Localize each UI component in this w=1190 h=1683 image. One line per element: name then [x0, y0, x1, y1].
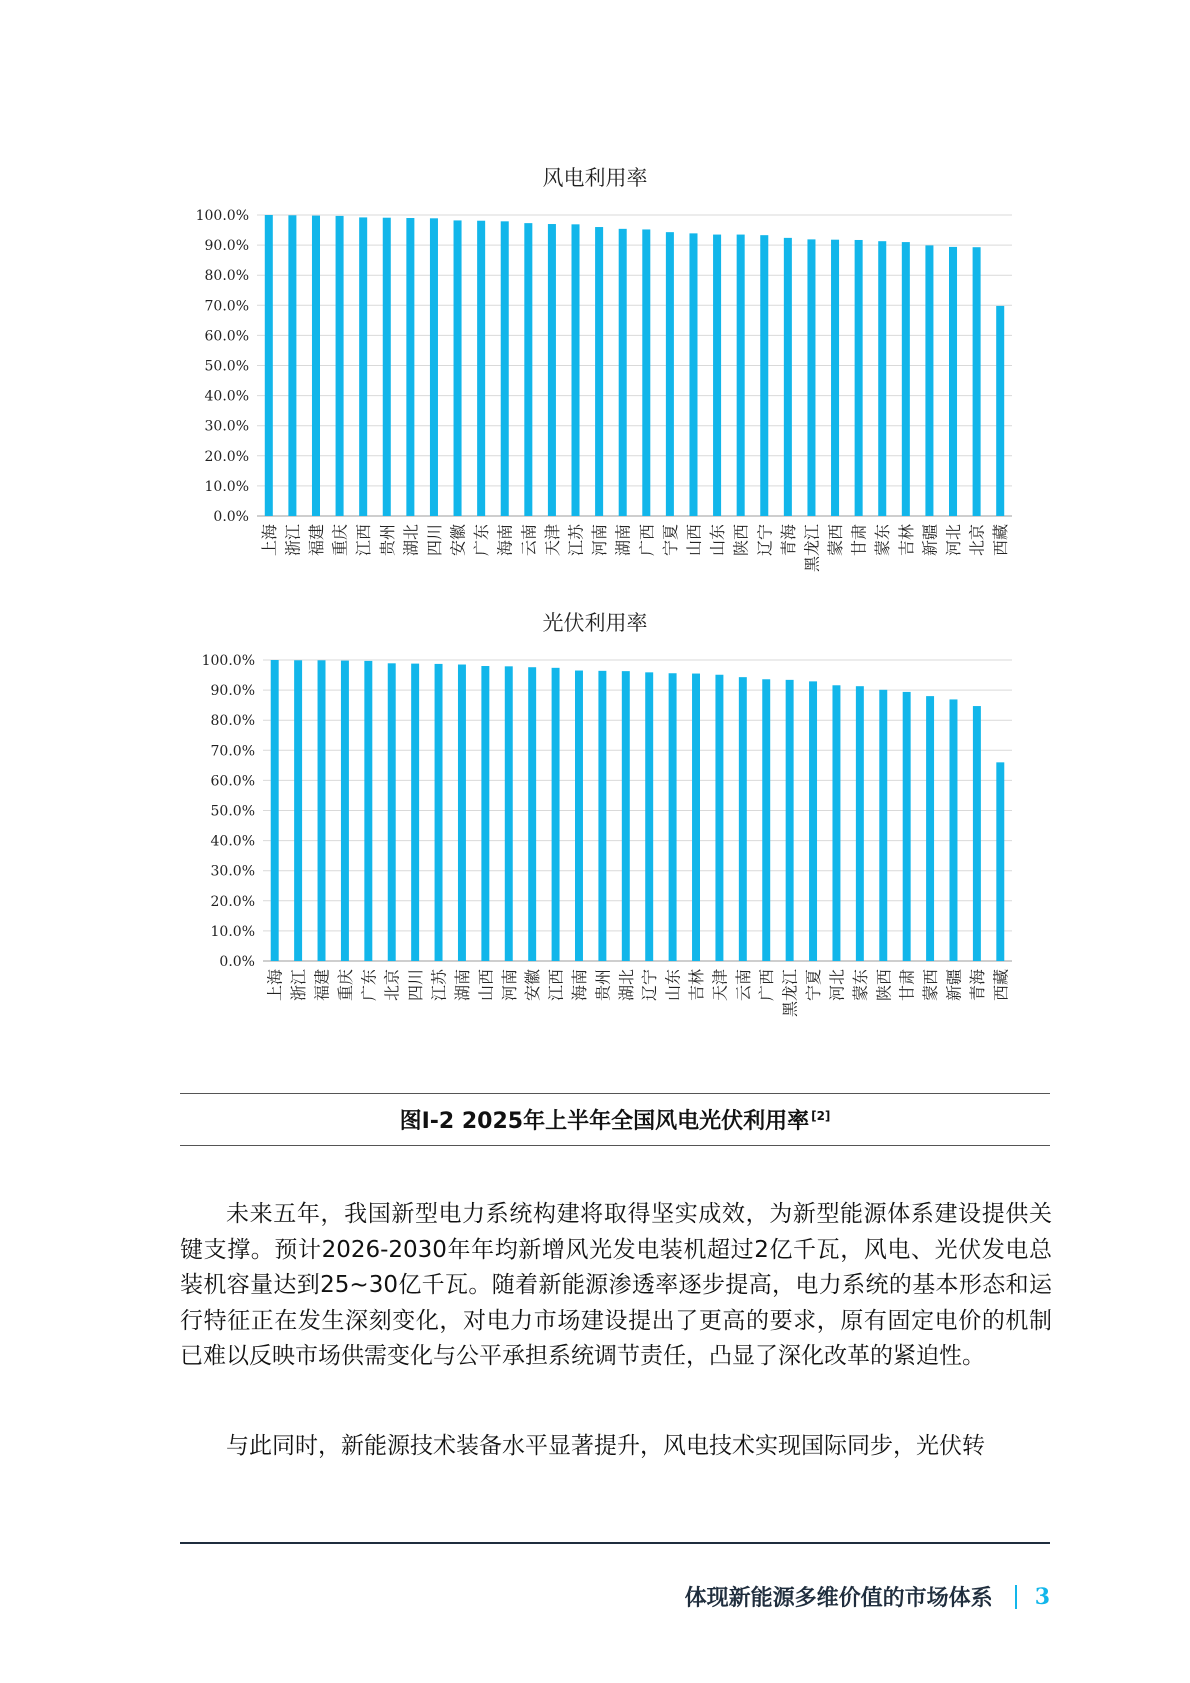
wind-bar: [996, 306, 1004, 516]
footer-divider: [180, 1542, 1050, 1544]
solar-category-label: 甘肃: [897, 969, 917, 1002]
wind-bar: [359, 217, 367, 516]
solar-y-tick-label: 10.0%: [210, 923, 255, 940]
wind-bar: [760, 235, 768, 516]
wind-y-tick-label: 90.0%: [204, 238, 249, 255]
solar-category-label: 湖北: [616, 969, 636, 1002]
wind-category-label: 海南: [495, 524, 515, 557]
wind-category-label: 辽宁: [755, 524, 775, 557]
solar-bar: [996, 762, 1004, 961]
solar-bar: [832, 685, 840, 961]
wind-bar: [548, 224, 556, 516]
solar-category-label: 辽宁: [640, 969, 660, 1002]
solar-y-tick-label: 60.0%: [210, 773, 255, 790]
solar-bar: [645, 672, 653, 961]
wind-bar: [925, 245, 933, 516]
page-number: 3: [1034, 1583, 1050, 1610]
wind-bar: [619, 229, 627, 516]
wind-y-tick-label: 20.0%: [204, 448, 249, 465]
solar-bar: [318, 660, 326, 961]
wind-category-label: 黑龙江: [802, 524, 822, 573]
solar-bar: [435, 664, 443, 961]
wind-y-tick-label: 10.0%: [204, 478, 249, 495]
solar-category-label: 西藏: [991, 969, 1011, 1002]
solar-bar: [879, 690, 887, 961]
wind-chart-title: 风电利用率: [542, 166, 648, 190]
wind-category-label: 云南: [519, 524, 539, 557]
wind-bar: [689, 233, 697, 516]
wind-bar: [501, 221, 509, 516]
solar-bar: [926, 696, 934, 961]
wind-category-label: 四川: [424, 524, 444, 557]
solar-bar: [973, 706, 981, 961]
solar-bar: [856, 686, 864, 961]
solar-y-tick-label: 80.0%: [210, 713, 255, 730]
solar-category-label: 吉林: [687, 969, 707, 1002]
body-paragraph-2: 与此同时，新能源技术装备水平显著提升，风电技术实现国际同步，光伏转: [226, 1433, 985, 1459]
solar-bar: [762, 679, 770, 961]
wind-bar: [524, 223, 532, 516]
solar-y-tick-label: 30.0%: [210, 863, 255, 880]
solar-category-label: 上海: [265, 969, 285, 1002]
solar-category-label: 新疆: [944, 969, 964, 1002]
solar-bar: [458, 665, 466, 961]
wind-bar: [713, 235, 721, 516]
solar-bar: [786, 680, 794, 961]
solar-bar: [341, 661, 349, 961]
wind-category-label: 宁夏: [660, 524, 680, 557]
solar-bar: [950, 699, 958, 961]
wind-bar: [430, 218, 438, 516]
figure-caption-text: 图I-2 2025年上半年全国风电光伏利用率: [399, 1109, 810, 1134]
solar-category-label: 山西: [476, 969, 496, 1002]
solar-bar: [622, 671, 630, 961]
solar-bar: [388, 663, 396, 961]
solar-bar: [528, 667, 536, 961]
solar-category-label: 黑龙江: [780, 969, 800, 1018]
solar-bar: [669, 673, 677, 961]
wind-bar: [807, 239, 815, 516]
body-paragraph-1: 未来五年，我国新型电力系统构建将取得坚实成效，为新型能源体系建设提供关键支撑。预计2026-2030年年均新增风光发电装机超过2亿千瓦，风电、光伏发电总装机容量达到25~30亿千瓦。随着新能源渗透率逐步提高，电力系统的基本形态和运行特征正在发生深刻变化，对电力市场建设提出了更高的要求，原有固定电价的机制已难以反映市场供需变化与公平承担系统调节责任，凸显了深化改革的紧迫性。: [180, 1201, 1052, 1369]
wind-category-label: 陕西: [731, 524, 751, 557]
solar-y-tick-label: 20.0%: [210, 893, 255, 910]
solar-category-label: 安徽: [523, 969, 543, 1002]
solar-category-label: 蒙东: [850, 969, 870, 1002]
solar-utilization-chart: [0, 630, 1190, 1040]
wind-category-label: 福建: [306, 524, 326, 557]
wind-category-label: 湖南: [613, 524, 633, 557]
wind-bar: [406, 218, 414, 516]
wind-bar: [784, 238, 792, 516]
wind-y-tick-label: 0.0%: [213, 509, 249, 525]
wind-bar: [878, 241, 886, 516]
solar-category-label: 四川: [406, 969, 426, 1002]
wind-category-label: 山西: [684, 524, 704, 557]
solar-chart-title: 光伏利用率: [542, 611, 648, 635]
wind-category-label: 浙江: [283, 524, 303, 557]
wind-category-label: 湖北: [401, 524, 421, 557]
solar-category-label: 广西: [757, 969, 777, 1002]
solar-category-label: 河北: [827, 969, 847, 1002]
wind-utilization-chart: [0, 185, 1190, 580]
solar-y-tick-label: 50.0%: [210, 803, 255, 820]
wind-category-label: 重庆: [330, 524, 350, 557]
wind-bar: [595, 227, 603, 516]
wind-category-label: 甘肃: [849, 524, 869, 557]
solar-category-label: 福建: [312, 969, 332, 1002]
wind-category-label: 新疆: [920, 524, 940, 557]
page-footer: [685, 1581, 1050, 1612]
footer-title: 体现新能源多维价值的市场体系: [684, 1586, 993, 1611]
figure-caption-ref: [2]: [811, 1108, 831, 1123]
solar-bar: [809, 681, 817, 961]
solar-y-tick-label: 90.0%: [210, 683, 255, 700]
wind-category-label: 贵州: [377, 524, 397, 557]
wind-category-label: 西藏: [991, 524, 1011, 557]
wind-category-label: 河南: [590, 524, 610, 557]
wind-bar: [949, 247, 957, 516]
solar-category-label: 北京: [382, 969, 402, 1002]
solar-category-label: 重庆: [335, 969, 355, 1002]
solar-category-label: 宁夏: [804, 969, 824, 1002]
solar-category-label: 海南: [569, 969, 589, 1002]
wind-category-label: 蒙西: [826, 524, 846, 557]
solar-bar: [411, 664, 419, 961]
solar-y-tick-label: 70.0%: [210, 743, 255, 760]
solar-bar: [739, 677, 747, 961]
solar-category-label: 广东: [359, 969, 379, 1002]
wind-bar: [383, 218, 391, 516]
solar-y-tick-label: 0.0%: [219, 954, 255, 970]
solar-y-tick-label: 40.0%: [210, 833, 255, 850]
solar-bar: [271, 660, 279, 961]
wind-bar: [737, 235, 745, 516]
wind-bar: [288, 215, 296, 516]
solar-category-label: 陕西: [874, 969, 894, 1002]
figure-caption: [180, 1093, 1050, 1146]
solar-category-label: 山东: [663, 969, 683, 1002]
solar-category-label: 云南: [733, 969, 753, 1002]
wind-y-tick-label: 30.0%: [204, 418, 249, 435]
wind-category-label: 上海: [259, 524, 279, 557]
wind-category-label: 广东: [472, 524, 492, 557]
solar-bar: [575, 671, 583, 961]
solar-category-label: 天津: [710, 969, 730, 1002]
solar-category-label: 蒙西: [921, 969, 941, 1002]
wind-y-tick-label: 40.0%: [204, 388, 249, 405]
wind-y-tick-label: 60.0%: [204, 328, 249, 345]
wind-category-label: 江西: [354, 524, 374, 557]
solar-bar: [692, 674, 700, 961]
solar-category-label: 河南: [499, 969, 519, 1002]
wind-bar: [336, 216, 344, 516]
wind-bar: [312, 216, 320, 516]
wind-category-label: 蒙东: [873, 524, 893, 557]
solar-bar: [505, 666, 513, 961]
wind-category-label: 河北: [944, 524, 964, 557]
wind-bar: [572, 224, 580, 516]
solar-category-label: 江西: [546, 969, 566, 1002]
solar-bar: [715, 675, 723, 961]
solar-category-label: 贵州: [593, 969, 613, 1002]
solar-bar: [481, 666, 489, 961]
wind-bar: [902, 242, 910, 516]
wind-category-label: 天津: [542, 524, 562, 557]
wind-y-tick-label: 70.0%: [204, 298, 249, 315]
solar-category-label: 浙江: [289, 969, 309, 1002]
wind-category-label: 江苏: [566, 524, 586, 557]
wind-bar: [454, 220, 462, 516]
solar-bar: [364, 661, 372, 961]
wind-category-label: 北京: [967, 524, 987, 557]
wind-y-tick-label: 100.0%: [195, 208, 249, 224]
wind-category-label: 青海: [778, 524, 798, 557]
solar-y-tick-label: 100.0%: [201, 653, 255, 669]
wind-bar: [831, 240, 839, 516]
solar-bar: [903, 692, 911, 961]
solar-bar: [294, 660, 302, 961]
wind-bar: [477, 221, 485, 516]
wind-bar: [666, 232, 674, 516]
solar-bar: [552, 668, 560, 961]
solar-category-label: 湖南: [452, 969, 472, 1002]
wind-bar: [265, 215, 273, 516]
wind-category-label: 安徽: [448, 524, 468, 557]
wind-y-tick-label: 80.0%: [204, 268, 249, 285]
wind-bar: [855, 240, 863, 516]
wind-bar: [973, 247, 981, 516]
solar-category-label: 青海: [967, 969, 987, 1002]
solar-category-label: 江苏: [429, 969, 449, 1002]
wind-category-label: 吉林: [896, 524, 916, 557]
wind-y-tick-label: 50.0%: [204, 358, 249, 375]
wind-category-label: 山东: [708, 524, 728, 557]
solar-bar: [598, 671, 606, 961]
wind-category-label: 广西: [637, 524, 657, 557]
wind-bar: [642, 229, 650, 516]
footer-separator: [1015, 1585, 1017, 1609]
